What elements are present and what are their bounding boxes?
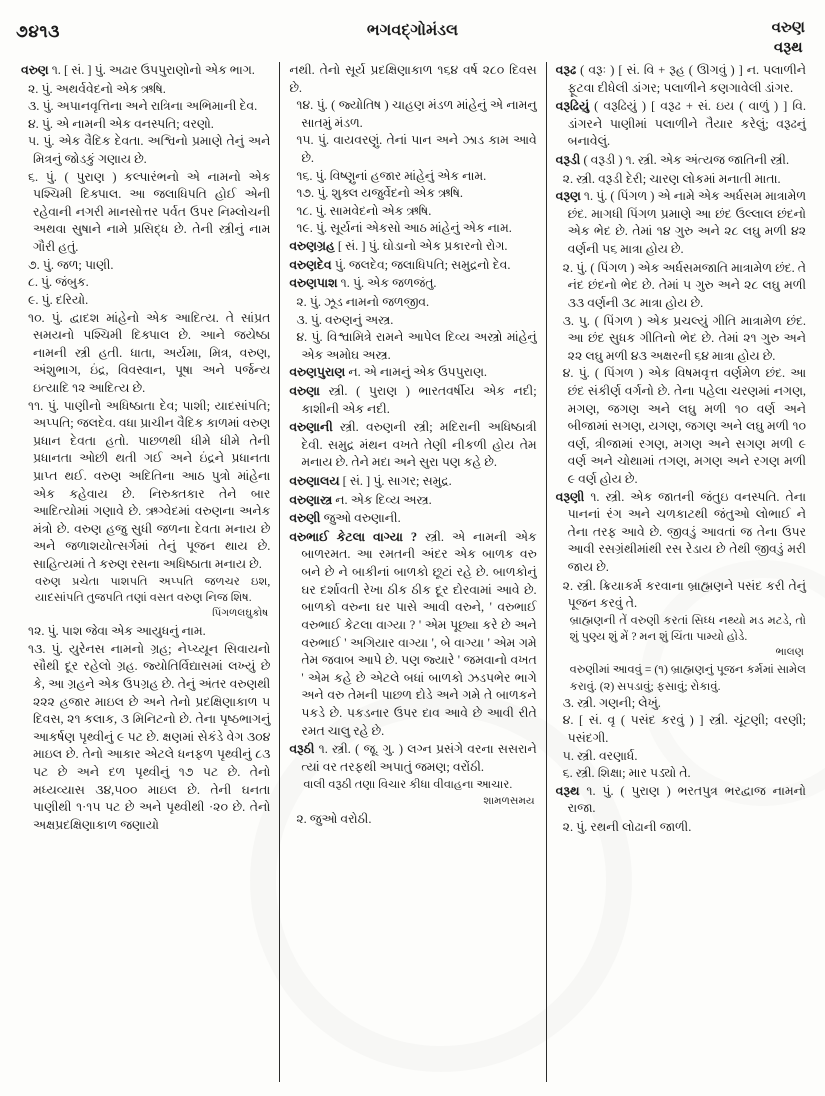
entry-definition: ( વરૂઢિયું ) [ વરૂઢ + સં. ઇય ( વાળું ) ] વિ. ડાંગરને પાણીમાં પલાળીને તૈયાર કરેલું; વરૂઢનું બનાવેલું.: [567, 99, 806, 149]
dictionary-entry: [21, 62, 270, 80]
entry-headword: વરુણપુરાણ: [289, 365, 346, 380]
entry-definition: ૧. પું. ( પુરાણ ) ભરતપુત્ર ભરદ્વાજ નામનો રાજા.: [567, 783, 806, 816]
entry-quotation: બ્રાહ્મણની તેં વરુણી કરતાં સિધ્ધ નથ્યો મડ મટડે, તો શું પુણ્ય શું મેં ? મન શું ચિંતા પામ્યો હોડે.: [569, 613, 806, 644]
page-number: ૭૪૧૩: [16, 22, 61, 41]
entry-definition: ( વરૂડી ) ૧. સ્ત્રી. એક અંત્યજ જાતિની સ્ત્રી.: [580, 153, 790, 168]
entry-sense: ૩. પું. અપાનવૃત્તિના અને રાત્રિના અભિમાની દેવ.: [28, 99, 258, 114]
entry-definition: [ સં. ] પું. ઘોડાનો એક પ્રકારનો રોગ.: [334, 239, 508, 254]
entry-sense: ૮. પું. જંબુક.: [28, 275, 89, 290]
entry-sense: ૧૧. પું. પાણીનો અધિષ્ઠાતા દેવ; પાશી; યાદસાંપતિ; અપ્પતિ; જલદેવ. વધા પ્રાચીન વૈદિક કાળમાં વરુણ પ્રધાન દેવતા હતો. પાછળથી ધીમે ધીમે તેની પ્રધાનતા ઓછી થતી ગઈ અને ઇંદ્રને પ્રધાનતા પ્રાપ્ત થઈ. વરુણ અદિતિના આઠ પુત્રો માંહેના એક કહેવાય છે. નિરુક્તકાર તેને બાર આદિત્યોમાં ગણાવે છે. ઋગ્વેદમાં વરુણના અનેક મંત્રો છે. વરુણ હજુ સુધી જળના દેવતા મનાય છે અને જળાશયોત્સર્ગમાં તેનું પૂજન થાય છે. સાહિત્યમાં તે કરુણ રસના અધિષ્ઠાતા મનાય છે.: [28, 398, 271, 572]
entry-headword: વરૂથ: [555, 783, 580, 798]
entry-sense: ૧૯. પું. સૂર્યનાં એકસો આઠ માંહેનું એક નામ.: [296, 221, 512, 236]
entry-definition: ૧. [ સં. ] પું. અઢાર ઉપપુરાણોનો એક ભાગ.: [48, 63, 255, 77]
entry-sense: ૭. પું. જળ; પાણી.: [28, 257, 114, 272]
entry-headword: વરુણાલય: [289, 474, 340, 489]
entry-sense: ૫. સ્ત્રી. વરણાર્ધ.: [562, 748, 638, 763]
quotation-attribution: શામળસમય: [483, 795, 535, 807]
entry-headword: વરુણગ્રહ: [289, 239, 335, 254]
entry-headword: વરુણપાશ: [289, 276, 338, 291]
entry-definition: ૧. પું. ( પિંગળ ) એ નામે એક અર્ધસમ માત્રામેળ છંદ. માગધી પિંગળ પ્રમાણે આ છંદ ઉલ્લાલ છંદનો એક ભેદ છે. તેમાં ૧૪ ગુરુ અને ૨૮ લઘુ મળી ૪૨ વર્ણની ૫૬ માત્રા હોય છે.: [567, 189, 806, 257]
entry-sense: ૨. જુઓ વરોઠી.: [296, 811, 372, 826]
entry-sense: ૧૩. પું. યુરેનસ નામનો ગ્રહ; નેપ્ચ્યૂન સિવાયનો સૌથી દૂર રહેલો ગ્રહ. જ્યોતિર્વિદ્યાસમાં લખ્યું છે કે, આ ગ્રહને એક ઉપગ્રહ છે. તેનું અંતર વરુણથી ૨૨૨ હજાર માઇલ છે અને તેનો પ્રદક્ષિણાકાળ ૫ દિવસ, ૨૧ કલાક, ૩ મિનિટનો છે. તેના પૃષ્ઠભાગનું આકર્ષણ પૃથ્વીનું ૯ પટ છે. ક્ષણમાં સેકંડે વેગ ૩૦૪ માઇલ છે. તેનો આકાર એટલે ધનફળ પૃથ્વીનું ૮૩ પટ છે અને દળ પૃથ્વીનું ૧૭ પટ છે. તેનો મધ્યવ્યાસ ૩૪,૫૦૦ માઇલ છે. તેની ઘનતા પાણીથી ૧·૧૫ પટ છે અને પૃથ્વીથી ·૨૦ છે. તેનો અક્ષપ્રદક્ષિણાકાળ જણાયો: [28, 641, 271, 832]
entry-headword: વરુણ: [21, 63, 49, 77]
entry-definition: ૧. પું. એક જળજંતુ.: [337, 276, 437, 291]
entry-sense: ૯. પું. દરિયો.: [28, 292, 89, 307]
entry-definition: ( વરૂઃ ) [ સં. વિ + રૂહ ( ઊગવું ) ] ન. પલાળીને ફૂટવા દીધેલી ડાંગર; પલાળીને કણગાવેલી ડાંગર.: [567, 63, 806, 95]
entry-sense: ૫. પું. એક વૈદિક દેવતા. અશ્વિનો પ્રમાણે તેનું અને મિત્રનું જોડકું ગણાય છે.: [28, 134, 271, 167]
entry-headword: વરૂઢ: [555, 63, 577, 77]
continued-text: નથી. તેનો સૂર્ય પ્રદક્ષિણાકાળ ૧૬૪ વર્ષ ૨૮૦ દિવસ છે.: [289, 63, 537, 95]
dictionary-entry: [289, 529, 536, 740]
guide-word-last: વરૂથ: [773, 40, 803, 57]
entry-sense: ૨. સ્ત્રી. વરૂડી દેરી; ચારણ લોકમાં મનાતી માતા.: [562, 171, 781, 186]
dictionary-entry: [556, 98, 806, 151]
dictionary-entry: [289, 257, 536, 275]
entry-sense: ૩. સ્ત્રી. ગણની; લેખું.: [562, 695, 661, 710]
entry-headword: વરૂઠી: [289, 742, 315, 757]
guide-words: [772, 18, 805, 59]
entry-headword: વરુણી: [289, 511, 321, 526]
entry-sense: ૧૪. પું. ( જ્યોતિષ ) ચાહણ મંડળ માંહેનું એ નામનુ સાતમું મંડળ.: [296, 98, 537, 130]
entry-quotation: વાલી વરૂઠી તણા વિચાર કીધા વીવાહના આચાર.: [303, 778, 513, 792]
book-title: ભગવદ્ગોમંડલ: [366, 22, 459, 39]
dictionary-entry: [289, 364, 536, 382]
dictionary-entry: [289, 275, 536, 293]
dictionary-entry: [289, 741, 536, 776]
entry-headword: વરૂડી: [555, 153, 581, 168]
entry-headword: વરુણદેવ: [289, 257, 332, 272]
dictionary-entry: [556, 188, 806, 258]
entry-definition: [ સં. ] પું. સાગર; સમુદ્ર.: [339, 474, 452, 489]
entry-definition: સ્ત્રી. ( પુરાણ ) ભારતવર્ષીય એક નદી; કાશીની એક નદી.: [301, 383, 537, 416]
entry-definition: જુઓ વરુણાની.: [320, 511, 401, 526]
entry-sense: ૩. પું. વરુણનું અસ્ત્ર.: [296, 312, 394, 327]
entry-sense: ૨. સ્ત્રી. ક્રિયાકર્મ કરવાના બ્રાહ્મણને પસંદ કરી તેનું પૂજન કરવું તે.: [562, 578, 806, 611]
entry-headword: વરુણાની: [289, 420, 333, 435]
entry-sense: ૪. પું. વિશ્વામિત્રે રામને આપેલ દિવ્ય અસ્ત્રો માંહેનું એક અમોઘ અસ્ત્ર.: [296, 330, 537, 362]
entry-headword: વરુભાઈ કેટલા વાગ્યા ?: [289, 529, 418, 544]
page-header: [0, 0, 825, 57]
entry-sense: ૨. પું. ( પિંગળ ) એક અર્ધસમજાતિ માત્રામેળ છંદ. તે નંદ છંદનો ભેદ છે. તેમાં ૫ ગુરુ અને ૨૮ લઘુ મળી ૩૩ વર્ણની ૩૮ માત્રા હોય છે.: [562, 260, 806, 310]
dictionary-entry: [556, 783, 806, 818]
entry-sense: ૬. પું. ( પુરાણ ) કલ્પારંભનો એ નામનો એક પશ્ચિમી દિક્પાલ. આ જલાધિપતિ હોઈ એની રહેવાની નગરી માનસોત્તર પર્વત ઉપર નિમ્લોચની અથવા સુષાને નામે પ્રસિદ્ધ છે. તેની સ્ત્રીનું નામ ગૌરી હતું.: [28, 169, 271, 255]
entry-sense: ૬. સ્ત્રી. શિક્ષા; માર પડ્યો તે.: [562, 766, 691, 781]
quotation-attribution: ભાલણ: [775, 647, 804, 659]
entry-definition: સ્ત્રી. વરુણની સ્ત્રી; મદિરાની અધિષ્ઠાત્રી દેવી. સમુદ્ર મંથન વખતે તેણી નીકળી હોય તેમ મનાય છે. તેને મદા અને સુરા પણ કહે છે.: [301, 420, 537, 470]
entry-sense: ૩. પુ. ( પિંગળ ) એક પ્રચલ્યું ગીતિ માત્રામેળ છંદ. આ છંદ સુધક ગીતિનો ભેદ છે. તેમાં ૨૧ ગુરુ અને ૨૨ લઘુ મળી ૪૩ અક્ષરની ૬૪ માત્રા હોય છે.: [562, 313, 806, 363]
entry-definition: ન. એ નામનું એક ઉપપુરાણ.: [345, 365, 487, 380]
dictionary-entry: [289, 492, 536, 510]
entry-definition: ન. એક દિવ્ય અસ્ત્ર.: [332, 492, 432, 507]
text-column-1: [12, 62, 279, 1082]
entry-sense: ૧૭. પું. શુક્લ યજુર્વેદનો એક ઋષિ.: [296, 186, 463, 201]
entry-headword: વરુણા: [289, 383, 320, 398]
entry-sense: ૪. [ સં. વૃ ( પસંદ કરવું ) ] સ્ત્રી. ચૂંટણી; વરણી; પસંદગી.: [562, 713, 806, 746]
entry-sense: ૨. પું. અથર્વવેદનો એક ઋષિ.: [28, 81, 166, 96]
text-column-2: [279, 62, 546, 1082]
entry-sense: ૧૮. પું. સામવેદનો એક ઋષિ.: [296, 203, 432, 218]
entry-definition: સ્ત્રી. એ નામની એક બાળરમત. આ રમતની અંદર એક બાળક વરુ બને છે ને બાકીનાં બાળકો છૂટાં રહે છે. બાળકોનું ઘર દર્શાવતી રેખા ઠીક ઠીક દૂર દોરવામાં આવે છે. બાળકો વરુના ઘર પાસે આવી વરુને, ' વરુભાઈ વરુભાઈ કેટલા વાગ્યા ? ' એમ પૂછ્યા કરે છે અને વરુભાઈ ' અગિયાર વાગ્યા ', બે વાગ્યા ' એમ ગમે તેમ જવાબ આપે છે. પણ જ્યારે ' જમવાનો વખત ' એમ કહે છે એટલે બધાં બાળકો ઝડપભેર ભાગે અને વરુ તેમની પાછળ દોડે અને ગમે તે બાળકને પકડે છે. પકડનાર ઉપર દાવ આવે છે આવી રીતે રમત ચાલુ રહે છે.: [301, 529, 537, 738]
entry-sense: ૧૨. પું. પાશ જેવા એક આયુધનું નામ.: [28, 624, 206, 639]
dictionary-entry: [289, 238, 536, 256]
dictionary-entry: [556, 62, 806, 97]
dictionary-entry: [289, 383, 536, 418]
entry-sense: ૧૬. પું. વિષ્ણુનાં હજાર માંહેનું એક નામ.: [296, 168, 487, 183]
dictionary-entry: [289, 419, 536, 472]
entry-definition: ૧. સ્ત્રી. એક જાતની જંતુઇ વનસ્પતિ. તેના પાનનાં રંગ અને ચળકાટથી જંતુઓ લોભાઈ ને તેના તરફ આવે છે. જીવડું આવતાં જ તેના ઉપર આવી રસગ્રંથીમાંથી રસ રેડાય છે તેથી જીવડું મરી જાય છે.: [567, 489, 806, 575]
entry-headword: વરૂણી: [555, 489, 585, 504]
guide-word-first: વરુણ: [771, 20, 805, 36]
entry-headword: વરુણાસ્ત્ર: [289, 492, 333, 507]
column-container: [0, 62, 825, 1082]
dictionary-entry: [289, 473, 536, 491]
dictionary-entry: [556, 489, 806, 577]
entry-quotation: વરુણ પ્રચેતા પાશપતિ અપ્પતિ જળચર ઇશ, યાદસાંપતિ તુજપતિ તણાં વસત વરુણ નિજ શિષ.: [35, 574, 271, 604]
entry-definition: ૧. સ્ત્રી. ( જૂ. ગુ. ) લગ્ન પ્રસંગે વરના સસરાને ત્યાં વર તરફથી અપાતું જમણ; વરોંઠી.: [301, 742, 537, 774]
entry-quotation: વરુણીમાં આવવું = (૧) બ્રાહ્મણનું પૂજન કર્મમાં સામેલ કરાવું. (૨) સપડાવું; ફસાવું; રોકાવું.: [569, 663, 806, 693]
entry-sense: ૨. પું. રથની લોઢાની જાળી.: [562, 820, 692, 835]
entry-headword: વરૂઢિયું: [555, 99, 590, 114]
entry-sense: ૧૦. પું. દ્વાદશ માંહેનો એક આદિત્ય. તે સાંપ્રત સમયનો પશ્ચિમી દિક્પાલ છે. આને જયેષ્ઠા નામની સ્ત્રી હતી. ધાતા, અર્યમા, મિત્ર, વરુણ, અંશુભાગ, ઇંદ્ર, વિવસ્વાન, પૂષા અને પર્જન્ય ઇત્યાદિ ૧૨ આદિત્ય છે.: [28, 310, 271, 395]
entry-sense: ૨. પું. ઝૂડ નામનો જળજીવ.: [296, 294, 430, 309]
quotation-attribution: પિંગળલઘુકોષ: [212, 608, 269, 620]
entry-sense: ૧૫. પું. વાયવરણું. તેનાં પાન અને ઝાડ કામ આવે છે.: [296, 133, 537, 166]
entry-sense: ૪. પું. ( પિંગળ ) એક વિષમવૃત્ત વર્ણમેળ છંદ. આ છંદ સંકીર્ણ વર્ગનો છે. તેના પહેલા ચરણમાં નગણ, મગણ, જગણ અને લઘુ મળી ૧૦ વર્ણ અને બીજામાં સગણ, યગણ, જગણ અને લઘુ મળી ૧૦ વર્ણ, ત્રીજામાં રગણ, મગણ અને સગણ મળી ૯ વર્ણ અને ચોથામાં તગણ, મગણ અને રગણ મળી ૯ વર્ણ હોય છે.: [562, 366, 806, 487]
entry-definition: પું. જલદેવ; જલાધિપતિ; સમુદ્રનો દેવ.: [331, 257, 511, 272]
dictionary-entry: [556, 152, 806, 170]
entry-headword: વરૂણ: [555, 189, 581, 204]
dictionary-entry: [289, 510, 536, 528]
entry-sense: ૪. પું. એ નામની એક વનસ્પતિ; વરણો.: [28, 116, 214, 131]
text-column-3: [547, 62, 815, 1082]
